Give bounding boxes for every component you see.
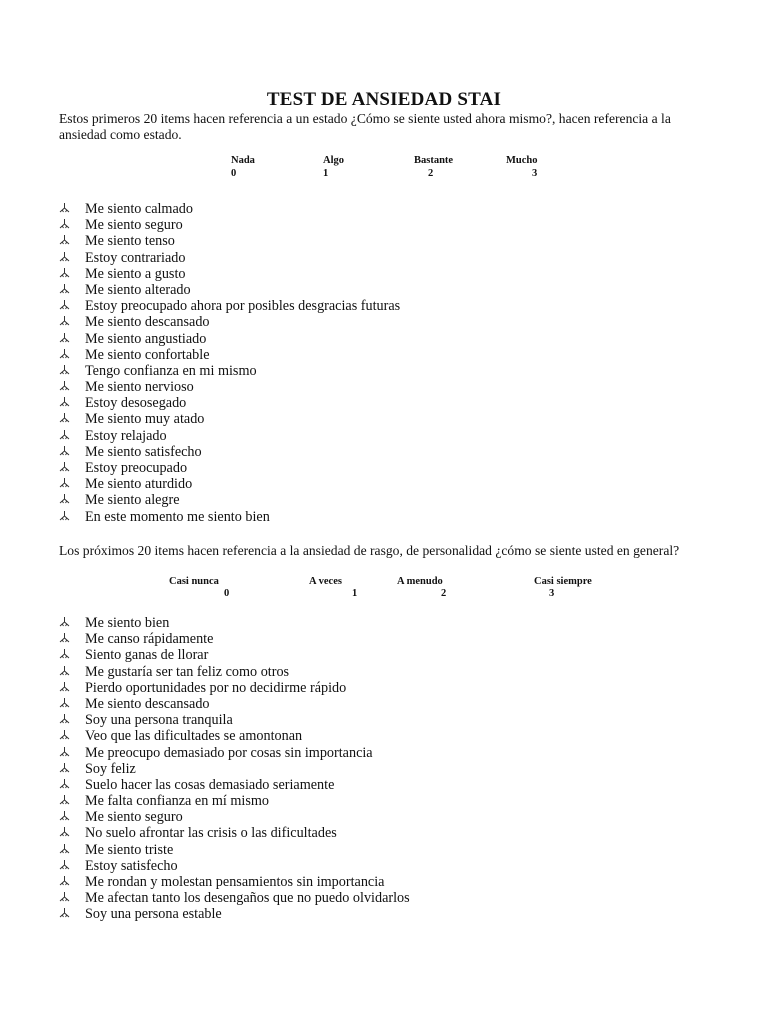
scale-value: 2 <box>441 588 447 599</box>
list-item-text: En este momento me siento bien <box>85 508 270 525</box>
tri-branch-bullet-icon <box>59 445 70 456</box>
list-item <box>59 298 400 314</box>
state-items-list <box>59 201 400 525</box>
tri-branch-bullet-icon <box>59 267 70 278</box>
list-item <box>59 680 410 696</box>
tri-branch-bullet-icon <box>59 396 70 407</box>
tri-branch-bullet-icon <box>59 332 70 343</box>
tri-branch-bullet-icon <box>59 891 70 902</box>
list-item <box>59 314 400 330</box>
list-item <box>59 460 400 476</box>
tri-branch-bullet-icon <box>59 794 70 805</box>
list-item <box>59 217 400 233</box>
tri-branch-bullet-icon <box>59 218 70 229</box>
scale-label: A menudo <box>397 576 443 587</box>
list-item-text: Me siento triste <box>85 841 174 858</box>
list-item <box>59 647 410 663</box>
list-item <box>59 777 410 793</box>
list-item <box>59 842 410 858</box>
tri-branch-bullet-icon <box>59 364 70 375</box>
list-item <box>59 331 400 347</box>
scale-value: 3 <box>549 588 555 599</box>
list-item <box>59 809 410 825</box>
list-item-text: Me siento aturdido <box>85 476 193 493</box>
scale-label: Mucho <box>506 155 538 166</box>
list-item-text: Pierdo oportunidades por no decidirme rápido <box>85 679 347 696</box>
page-title: TEST DE ANSIEDAD STAI <box>266 89 502 110</box>
list-item-text: Me siento seguro <box>85 217 183 234</box>
list-item-text: Me canso rápidamente <box>85 631 214 648</box>
list-item-text: Estoy preocupado <box>85 460 188 476</box>
tri-branch-bullet-icon <box>59 632 70 643</box>
list-item <box>59 825 410 841</box>
tri-branch-bullet-icon <box>59 616 70 627</box>
tri-branch-bullet-icon <box>59 380 70 391</box>
list-item-text: Estoy preocupado ahora por posibles desgracias futuras <box>85 298 401 315</box>
scale-label: Bastante <box>414 155 454 166</box>
intro-state: Estos primeros 20 items hacen referencia a un estado ¿Cómo se siente usted ahora mismo?, hacen referencia a la ansiedad como estado. <box>59 111 671 142</box>
list-item <box>59 858 410 874</box>
list-item <box>59 282 400 298</box>
tri-branch-bullet-icon <box>59 665 70 676</box>
tri-branch-bullet-icon <box>59 283 70 294</box>
tri-branch-bullet-icon <box>59 348 70 359</box>
list-item <box>59 728 410 744</box>
tri-branch-bullet-icon <box>59 762 70 773</box>
list-item-text: Siento ganas de llorar <box>85 647 209 664</box>
list-item-text: Estoy contrariado <box>85 249 186 266</box>
list-item <box>59 509 400 525</box>
list-item-text: Me siento calmado <box>85 201 193 217</box>
list-item <box>59 874 410 890</box>
scale-value: 1 <box>323 168 329 179</box>
list-item <box>59 363 400 379</box>
tri-branch-bullet-icon <box>59 477 70 488</box>
tri-branch-bullet-icon <box>59 907 70 918</box>
list-item-text: Me falta confianza en mí mismo <box>85 793 269 810</box>
trait-items-list <box>59 615 410 923</box>
tri-branch-bullet-icon <box>59 843 70 854</box>
scale-value: 0 <box>224 588 230 599</box>
intro-trait: Los próximos 20 items hacen referencia a la ansiedad de rasgo, de personalidad ¿cómo se siente usted en general? <box>59 543 680 558</box>
list-item <box>59 347 400 363</box>
list-item-text: Me siento alegre <box>85 492 180 509</box>
list-item <box>59 266 400 282</box>
tri-branch-bullet-icon <box>59 778 70 789</box>
list-item-text: Me afectan tanto los desengaños que no puedo olvidarlos <box>85 890 410 907</box>
list-item-text: Me siento seguro <box>85 809 183 826</box>
list-item-text: Soy una persona estable <box>85 906 222 923</box>
tri-branch-bullet-icon <box>59 810 70 821</box>
list-item-text: Veo que las dificultades se amontonan <box>85 728 303 745</box>
list-item <box>59 233 400 249</box>
scale-value: 0 <box>231 168 237 179</box>
list-item <box>59 890 410 906</box>
tri-branch-bullet-icon <box>59 681 70 692</box>
list-item-text: Me preocupo demasiado por cosas sin importancia <box>85 744 373 761</box>
scale-value: 1 <box>352 588 358 599</box>
tri-branch-bullet-icon <box>59 713 70 724</box>
list-item <box>59 712 410 728</box>
tri-branch-bullet-icon <box>59 648 70 659</box>
list-item <box>59 906 410 922</box>
list-item-text: Soy feliz <box>85 760 136 777</box>
tri-branch-bullet-icon <box>59 746 70 757</box>
list-item <box>59 745 410 761</box>
scale-value: 3 <box>532 168 538 179</box>
list-item <box>59 428 400 444</box>
list-item-text: Me siento confortable <box>85 346 210 363</box>
list-item-text: Me siento descansado <box>85 695 210 712</box>
list-item-text: Soy una persona tranquila <box>85 712 233 729</box>
list-item-text: Me siento bien <box>85 615 170 631</box>
list-item <box>59 492 400 508</box>
list-item-text: Me siento tenso <box>85 233 175 250</box>
list-item <box>59 444 400 460</box>
list-item <box>59 379 400 395</box>
tri-branch-bullet-icon <box>59 875 70 886</box>
scale-label: Algo <box>323 155 344 166</box>
tri-branch-bullet-icon <box>59 202 70 213</box>
list-item-text: Me siento descansado <box>85 314 210 331</box>
scale-label: Nada <box>231 155 255 166</box>
list-item-text: Estoy satisfecho <box>85 857 178 874</box>
list-item-text: Me gustaría ser tan feliz como otros <box>85 663 290 680</box>
tri-branch-bullet-icon <box>59 510 70 521</box>
list-item <box>59 615 410 631</box>
list-item <box>59 696 410 712</box>
list-item-text: Me rondan y molestan pensamientos sin importancia <box>85 874 385 890</box>
tri-branch-bullet-icon <box>59 493 70 504</box>
scale-label: Casi nunca <box>169 576 219 587</box>
scale-label: A veces <box>309 576 342 587</box>
tri-branch-bullet-icon <box>59 826 70 837</box>
list-item-text: Estoy desosegado <box>85 395 187 412</box>
tri-branch-bullet-icon <box>59 859 70 870</box>
list-item <box>59 201 400 217</box>
list-item <box>59 631 410 647</box>
list-item-text: Me siento angustiado <box>85 330 207 347</box>
list-item-text: Suelo hacer las cosas demasiado seriamente <box>85 776 335 793</box>
list-item-text: Me siento satisfecho <box>85 443 202 460</box>
list-item-text: No suelo afrontar las crisis o las dificultades <box>85 825 337 842</box>
list-item-text: Me siento alterado <box>85 281 191 298</box>
list-item <box>59 411 400 427</box>
scale-value: 2 <box>428 168 434 179</box>
tri-branch-bullet-icon <box>59 251 70 262</box>
list-item-text: Tengo confianza en mi mismo <box>85 362 257 379</box>
list-item <box>59 761 410 777</box>
list-item <box>59 664 410 680</box>
tri-branch-bullet-icon <box>59 412 70 423</box>
list-item <box>59 476 400 492</box>
tri-branch-bullet-icon <box>59 697 70 708</box>
tri-branch-bullet-icon <box>59 729 70 740</box>
list-item-text: Me siento muy atado <box>85 411 205 428</box>
scale-label: Casi siempre <box>534 576 592 587</box>
list-item-text: Estoy relajado <box>85 427 167 444</box>
tri-branch-bullet-icon <box>59 461 70 472</box>
list-item <box>59 250 400 266</box>
list-item-text: Me siento nervioso <box>85 379 194 396</box>
tri-branch-bullet-icon <box>59 429 70 440</box>
list-item <box>59 793 410 809</box>
list-item <box>59 395 400 411</box>
tri-branch-bullet-icon <box>59 315 70 326</box>
tri-branch-bullet-icon <box>59 234 70 245</box>
list-item-text: Me siento a gusto <box>85 265 186 282</box>
tri-branch-bullet-icon <box>59 299 70 310</box>
